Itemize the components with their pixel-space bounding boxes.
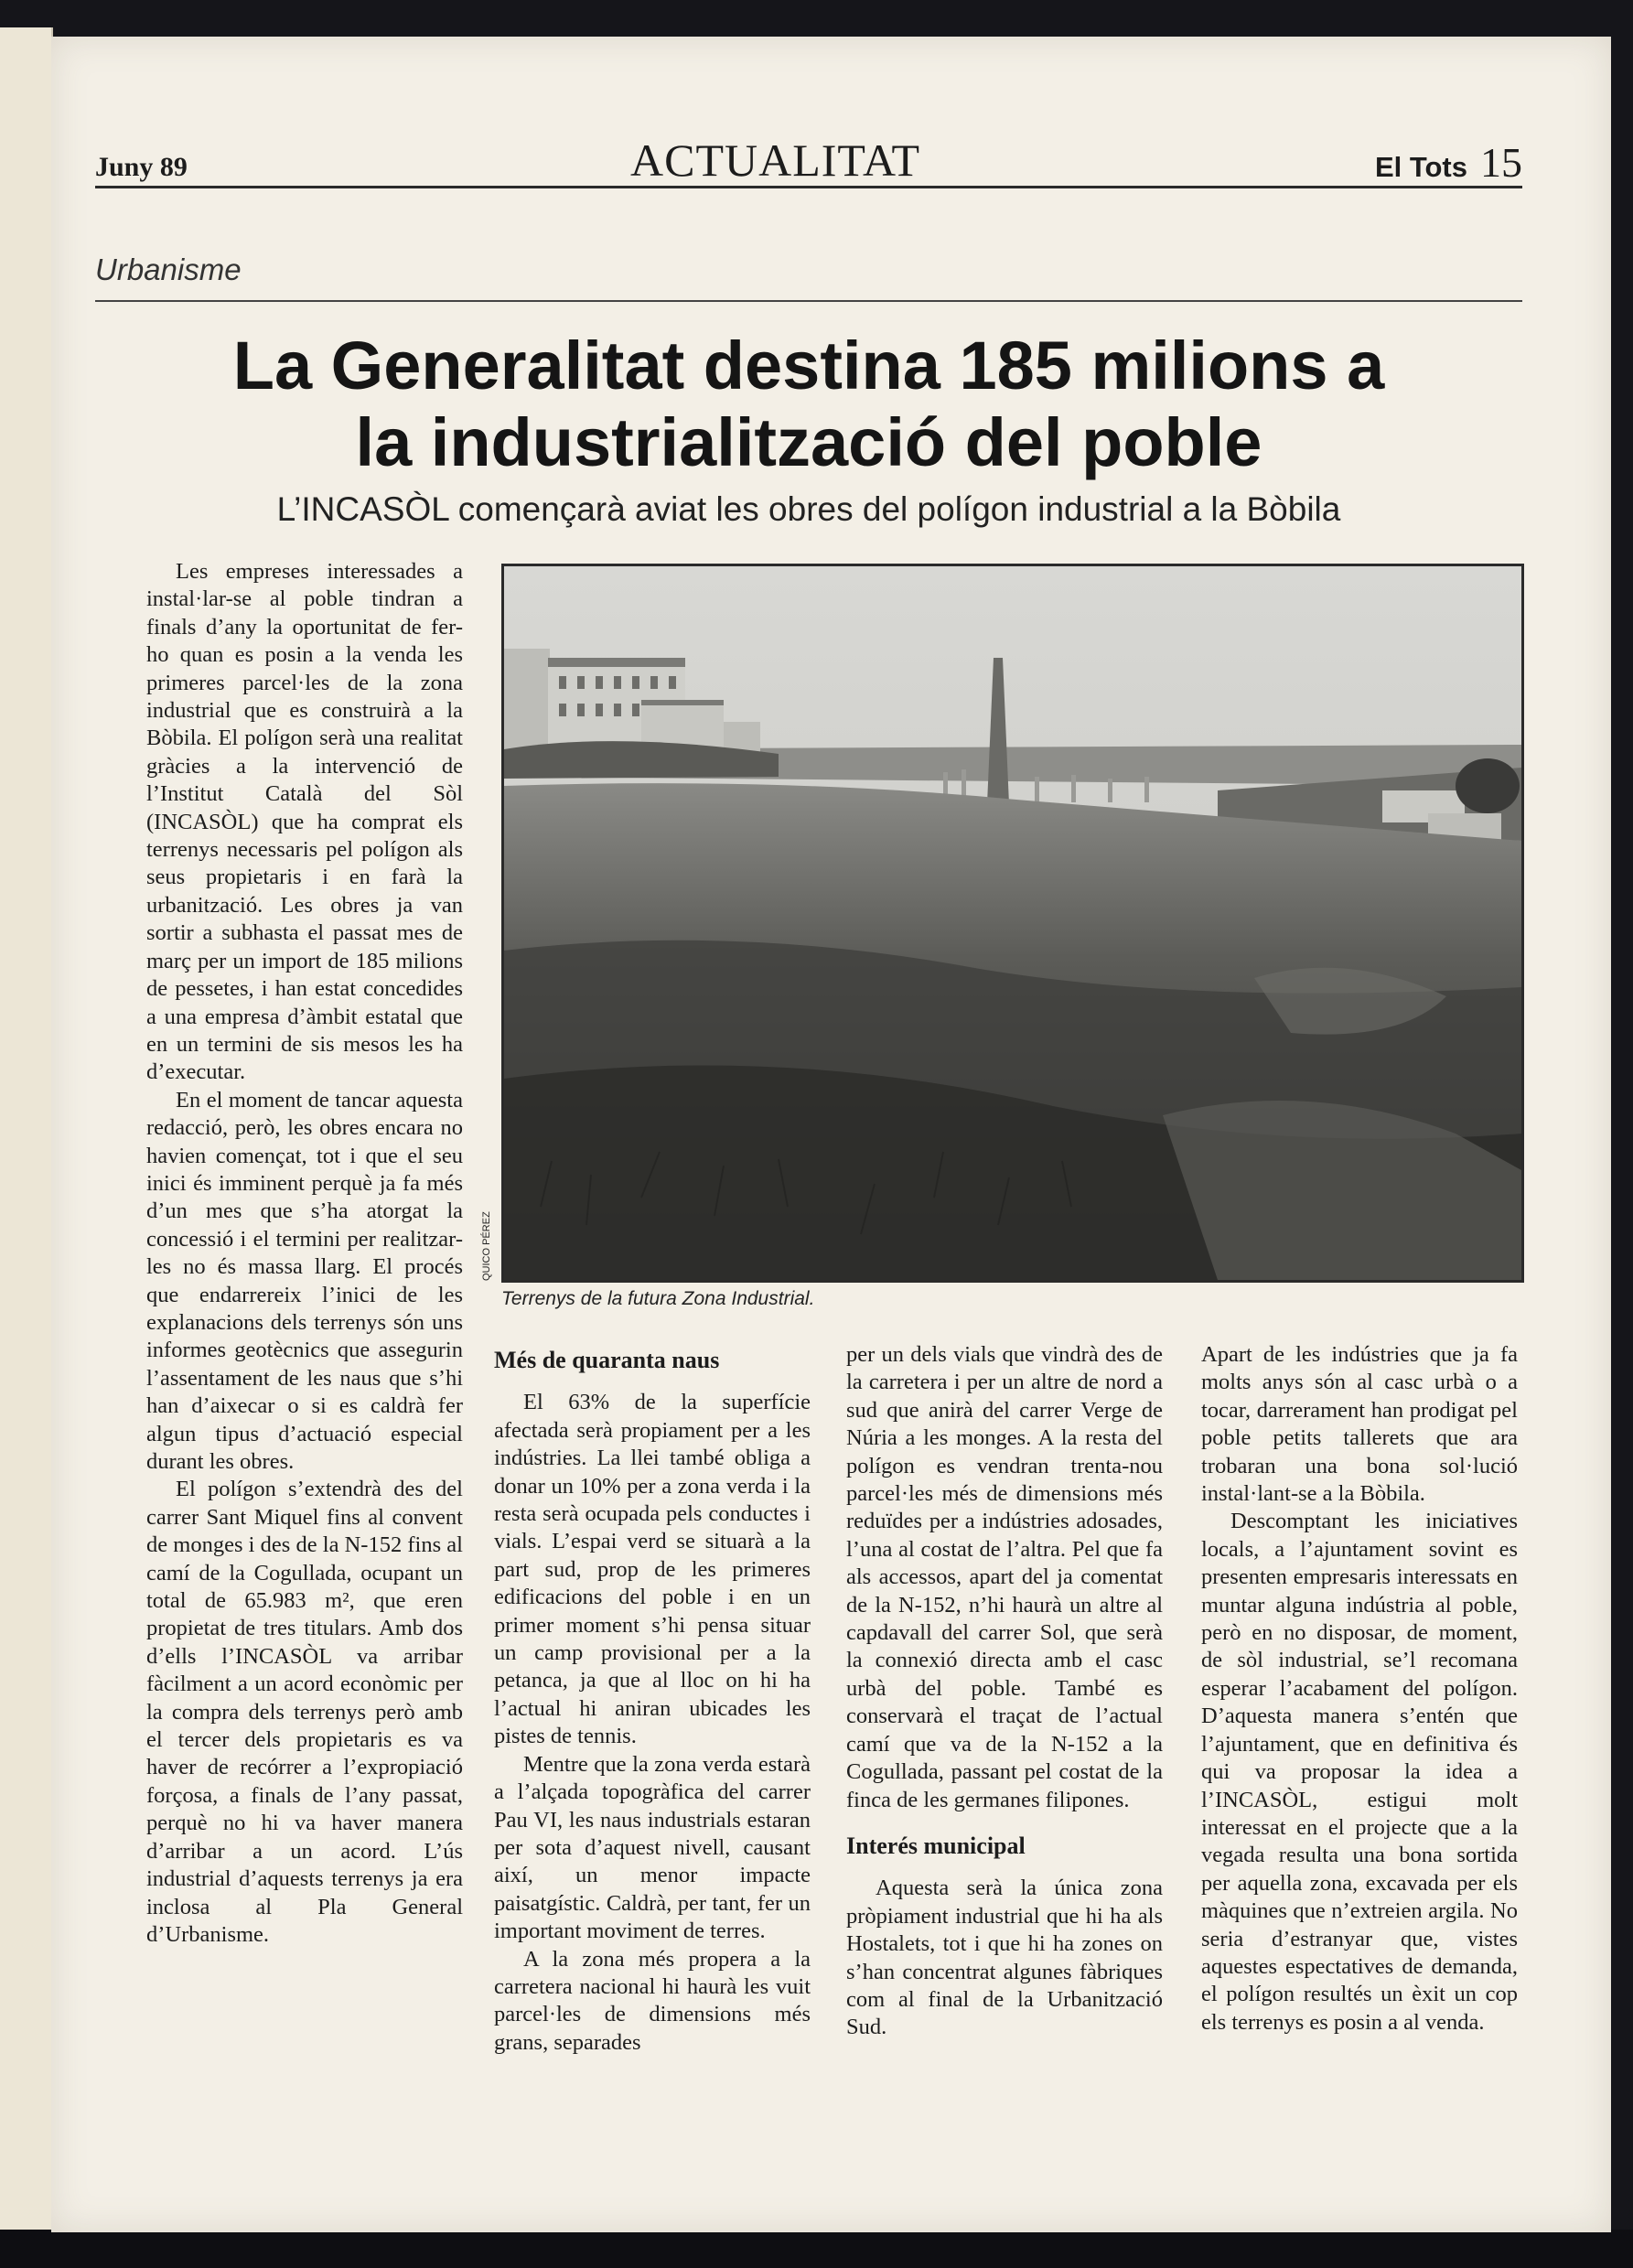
paragraph: A la zona més propera a la carretera nacional hi haurà les vuit parcel·les de dimensions més grans, separades xyxy=(494,1946,811,2055)
article-column-4 xyxy=(1201,1341,1518,2037)
scan-border xyxy=(0,2230,1633,2268)
header-rule xyxy=(95,186,1522,188)
page-number: 15 xyxy=(1480,139,1522,186)
headline-line-1: La Generalitat destina 185 milions a xyxy=(232,328,1385,403)
paragraph: Apart de les indústries que ja fa molts anys són al casc urbà o a tocar, darrerament han prodigat pel poble petits tallerets que ara trobaran una bona sol·lució instal·lant-se a la Bòbila. xyxy=(1201,1342,1518,1507)
section-title: ACTUALITAT xyxy=(630,134,921,186)
subhead-naus: Més de quaranta naus xyxy=(494,1347,720,1373)
subhead-interes: Interés municipal xyxy=(846,1832,1026,1859)
headline-line-2: la industrialització del poble xyxy=(355,404,1262,480)
article-column-2 xyxy=(494,1341,811,2057)
paragraph: per un dels vials que vindrà des de la carretera i per un altre de nord a sud que anirà del carrer Verge de Núria a les monges. A la resta del polígon es vendran trenta-nou parcel·les més de dimensions més reduïdes per a indústries adosades, l’una al costat de l’altra. Pel que fa als accessos, apart del ja comentat de la N-152, n’hi haurà un altre al capdavall del carrer Sol, que serà la connexió directa amb el casc urbà del poble. També es conservarà el traçat de l’actual camí que va de la N-152 a la Cogullada, passant pel costat de la finca de les germanes filipones. xyxy=(846,1342,1163,1812)
paragraph: Descomptant les iniciatives locals, a l’ajuntament sovint es presenten empresaris interessats en muntar alguna indústria al poble, però en no disposar, de moment, de sòl industrial, se’l recomana esperar l’acabament del polígon. D’aquesta manera s’entén que l’ajuntament, que en definitiva és qui va proposar la idea a l’INCASÒL, estigui molt interessat en el projecte que a la vegada resulta una bona sortida per aquella zona, excavada per els màquines que n’extreien argila. No seria d’estranyar que, vistes aquestes espectatives de demanda, el polígon resultés un èxit un cop els terrenys es posin a al venda. xyxy=(1201,1509,1518,2035)
publication-name: El Tots xyxy=(1374,151,1467,183)
paragraph: El 63% de la superfície afectada serà propiament per a les indústries. La llei també obliga a donar un 10% per a zona verda i la resta serà ocupada pels conductes i vials. L’espai verd se situarà a la part sud, prop de les primeres edificacions del poble i en un primer moment s’hi pensa situar un camp provisional per a la petanca, ja que al lloc on hi ha l’actual hi aniran ubicades les pistes de tennis. xyxy=(494,1390,811,1749)
article-column-1 xyxy=(146,558,463,1949)
paragraph: Les empreses interessades a instal·lar-se al poble tindran a finals d’any la oportunitat de fer-ho quan es posin a la venda les primeres parcel·les de la zona industrial que es construirà a la Bòbila. El polígon serà una realitat gràcies a la intervenció de l’Institut Català del Sòl (INCASÒL) que ha comprat els terrenys necessaris pel polígon als seus propietaris i en farà la urbanització. Les obres ja van sortir a subhasta el passat mes de març per un import de 185 milions de pessetes, i han estat concedides a una empresa d’àmbit estatal que en un termini de sis mesos les ha d’executar. xyxy=(146,559,463,1085)
photo-caption: Terrenys de la futura Zona Industrial. xyxy=(501,1288,815,1309)
issue-date: Juny 89 xyxy=(95,152,188,182)
photo-credit: QUICO PÉREZ xyxy=(481,1211,492,1281)
article-photo xyxy=(501,564,1524,1283)
article-subheadline: L’INCASÒL començarà aviat les obres del polígon industrial a la Bòbila xyxy=(276,490,1341,528)
paragraph: Aquesta serà la única zona pròpiament industrial que hi ha als Hostalets, tot i que hi ha zones on s’han concentrat algunes fàbriques com al final de la Urbanització Sud. xyxy=(846,1876,1163,2040)
facing-page-edge xyxy=(0,27,53,2241)
landscape-photo-illustration xyxy=(504,566,1521,1280)
paragraph: En el moment de tancar aquesta redacció, però, les obres encara no havien començat, tot i que el seu inici és imminent perquè ja fa més d’un mes que s’ha atorgat la concessió i el termini per realitzar-les no és massa llarg. El procés que endarrereix l’inici de les explanacions dels terrenys són uns informes geotècnics que assegurin l’assentament de les naus que s’hi han d’aixecar o si es caldrà fer algun tipus d’actuació especial durant les obres. xyxy=(146,1087,463,1474)
publication-info xyxy=(1375,138,1522,187)
section-label: Urbanisme xyxy=(95,253,242,286)
page-header xyxy=(95,134,1522,188)
paragraph: Mentre que la zona verda estarà a l’alçada topogràfica del carrer Pau VI, les naus industrials estaran per sota d’aquest nivell, causant així, un menor impacte paisatgístic. Caldrà, per tant, fer un important moviment de terres. xyxy=(494,1751,811,1944)
section-rule xyxy=(95,300,1522,302)
paragraph: El polígon s’extendrà des del carrer Sant Miquel fins al convent de monges i des de la N-152 fins al camí de la Cogullada, ocupant un total de 65.983 m², que eren propietat de tres titulars. Amb dos d’ells l’INCASÒL va arribar fàcilment a un acord econòmic per la compra dels terrenys però amb el tercer dels propietaris es va haver de recórrer a l’expropiació forçosa, a finals de l’any passat, perquè no hi va haver manera d’arribar a un acord. L’ús industrial d’aquests terrenys ja era inclosa al Pla General d’Urbanisme. xyxy=(146,1477,463,1947)
article-column-3 xyxy=(846,1341,1163,2042)
article-headline xyxy=(95,328,1522,481)
